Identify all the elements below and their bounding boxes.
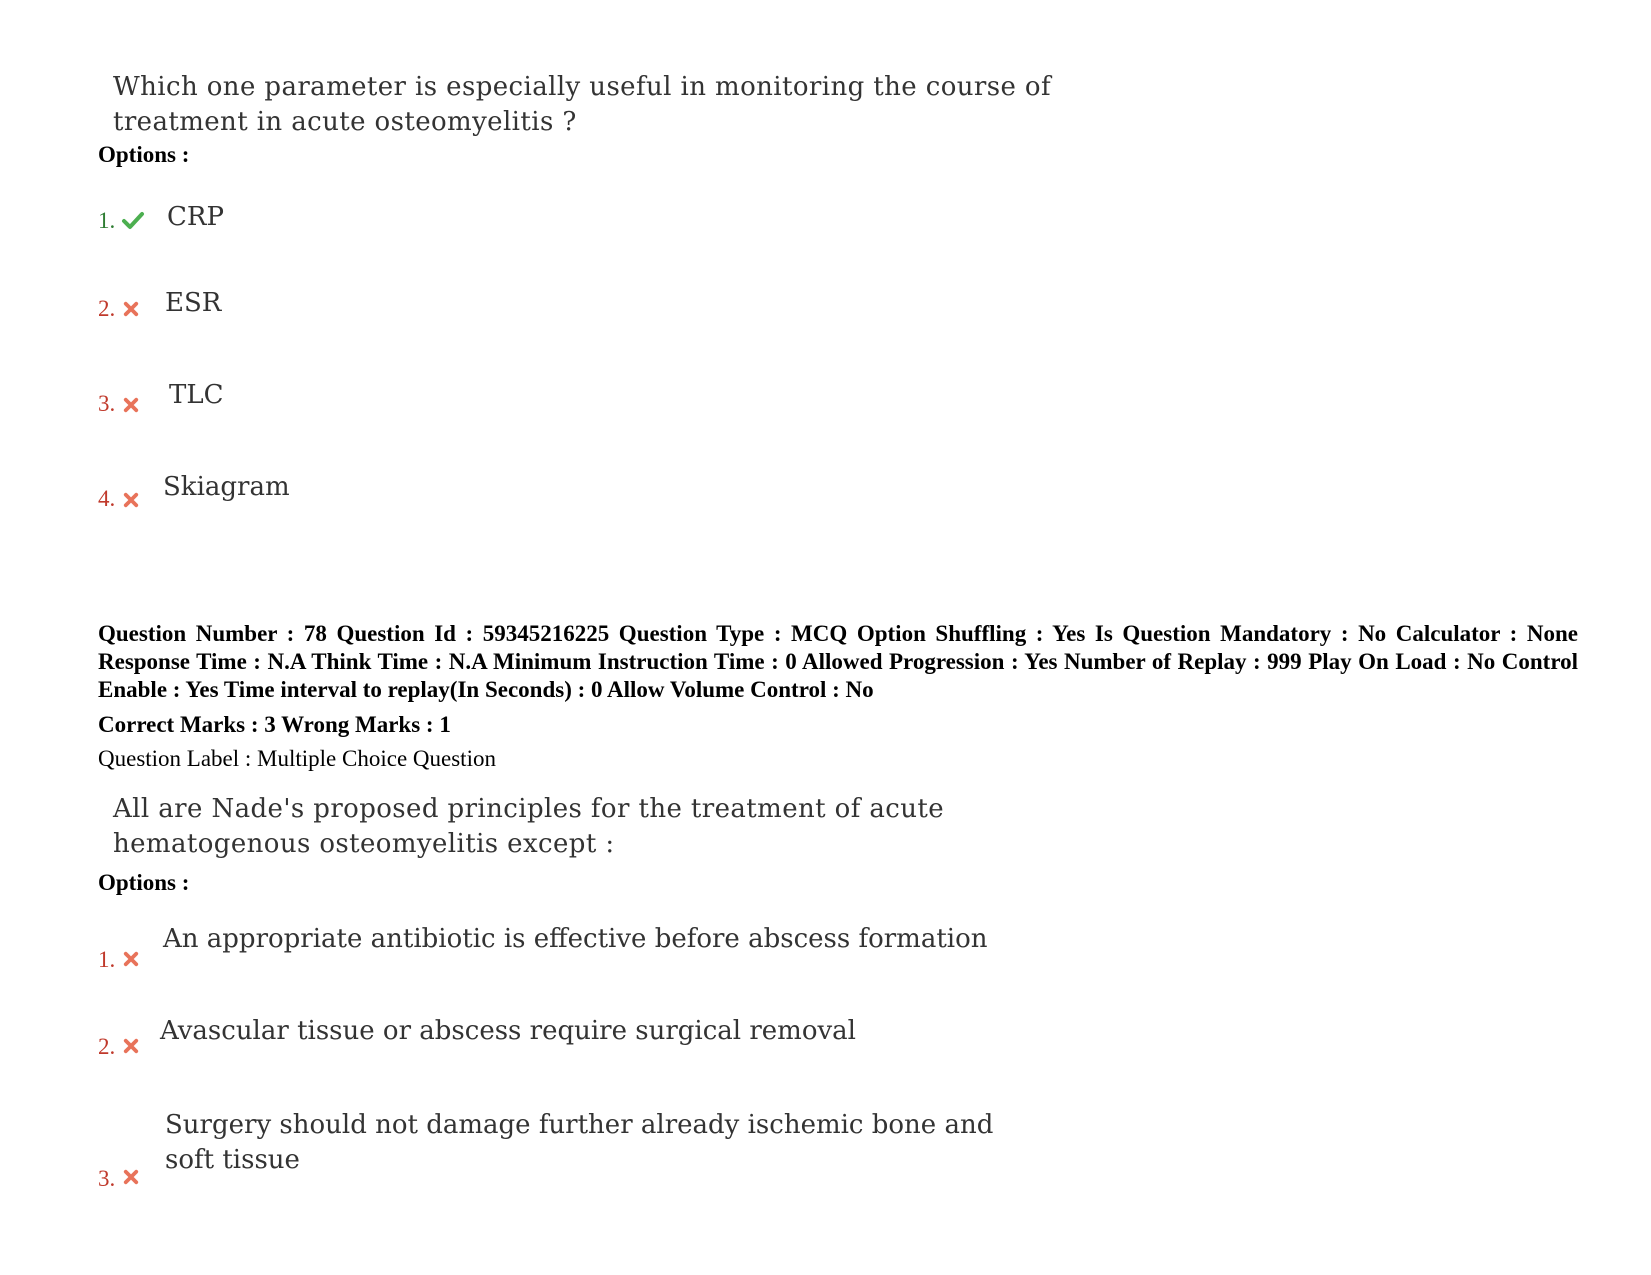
question-77-line-2: treatment in acute osteomyelitis ? <box>113 107 577 137</box>
option-number: 2. <box>98 1034 116 1059</box>
option-number: 3. <box>98 1166 116 1191</box>
question-78-line-1: All are Nade's proposed principles for the treatment of acute <box>113 794 945 824</box>
question-77-line-1: Which one parameter is especially useful in monitoring the course of <box>113 72 1052 102</box>
option-number: 4. <box>98 486 116 511</box>
cross-icon <box>122 491 140 509</box>
question-78-text <box>113 792 1113 862</box>
check-icon <box>121 208 145 232</box>
option-number: 1. <box>98 947 116 972</box>
question-77-text <box>113 70 1113 140</box>
option-number: 2. <box>98 296 116 321</box>
question-marks: Correct Marks : 3 Wrong Marks : 1 <box>98 712 451 737</box>
option-text: ESR <box>165 288 222 318</box>
option-text: Skiagram <box>163 472 290 502</box>
question-label: Question Label : Multiple Choice Question <box>98 746 496 771</box>
cross-icon <box>122 950 140 968</box>
cross-icon <box>122 1168 140 1186</box>
cross-icon <box>122 396 140 414</box>
question-78-line-2: hematogenous osteomyelitis except : <box>113 829 615 859</box>
option-text <box>165 1108 993 1178</box>
option-text: TLC <box>169 380 224 410</box>
option-text: Avascular tissue or abscess require surgical removal <box>160 1016 856 1046</box>
option-number: 3. <box>98 391 116 416</box>
options-heading: Options : <box>98 870 190 895</box>
option-text-line-2: soft tissue <box>165 1145 300 1175</box>
option-text: CRP <box>167 202 224 232</box>
option-number: 1. <box>98 208 116 233</box>
option-text: An appropriate antibiotic is effective before abscess formation <box>163 924 988 954</box>
cross-icon <box>122 1037 140 1055</box>
option-text-line-1: Surgery should not damage further already ischemic bone and <box>165 1110 994 1140</box>
question-metadata: Question Number : 78 Question Id : 59345216225 Question Type : MCQ Option Shuffling : Yes Is Question Mandatory : No Calculator : None Response Time : N.A Think Time : N.A Minimum Instruction Time : 0 Allowed Progression : Yes Number of Replay : 999 Play On Load : No Control Enable : Yes Time interval to replay(In Seconds) : 0 Allow Volume Control : No <box>98 621 1578 702</box>
options-heading: Options : <box>98 142 190 167</box>
cross-icon <box>122 300 140 318</box>
